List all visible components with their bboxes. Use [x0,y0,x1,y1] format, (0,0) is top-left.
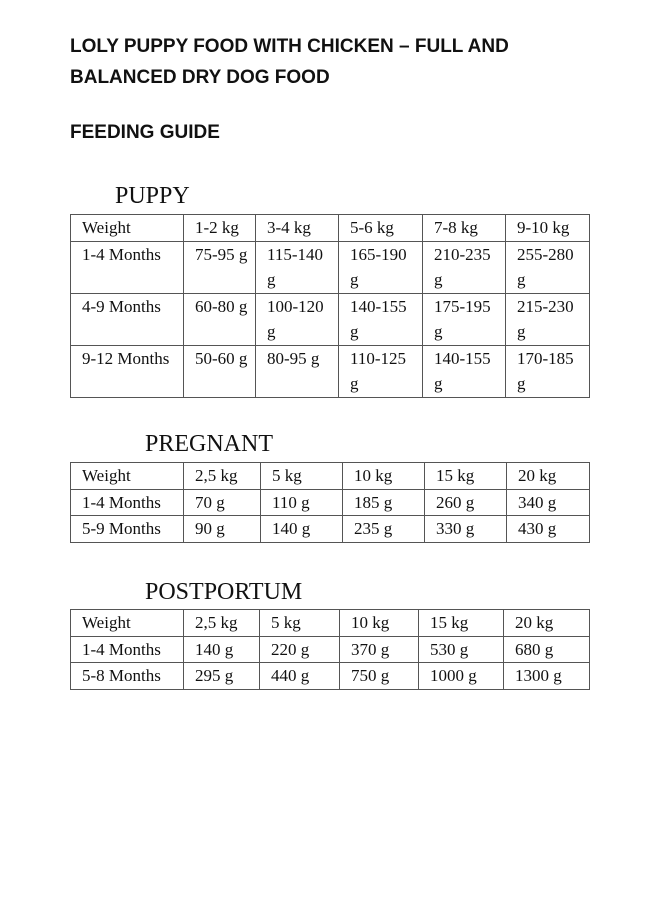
table-cell: 140-155 g [423,345,506,397]
table-row [71,516,590,543]
table-cell: 210-235 g [423,241,506,293]
table-row [71,345,590,397]
header-cell: Weight [71,463,184,490]
header-cell: 1-2 kg [184,215,256,242]
table-cell: 175-195 g [423,293,506,345]
table-cell: 260 g [425,489,507,516]
table-cell: 295 g [184,663,260,690]
pregnant-heading: PREGNANT [145,431,274,457]
table-cell: 100-120 g [256,293,339,345]
header-cell: 5-6 kg [339,215,423,242]
row-label: 5-9 Months [71,516,184,543]
table-cell: 140 g [261,516,343,543]
table-cell: 50-60 g [184,345,256,397]
table-row [71,636,590,663]
table-cell: 60-80 g [184,293,256,345]
table-cell: 90 g [184,516,261,543]
header-cell: 15 kg [419,610,504,637]
table-cell: 110-125 g [339,345,423,397]
header-cell: 9-10 kg [506,215,590,242]
table-cell: 255-280 g [506,241,590,293]
header-cell: 5 kg [260,610,340,637]
table-cell: 165-190 g [339,241,423,293]
table-cell: 680 g [504,636,590,663]
header-cell: 3-4 kg [256,215,339,242]
row-label: 9-12 Months [71,345,184,397]
table-cell: 140 g [184,636,260,663]
table-cell: 75-95 g [184,241,256,293]
row-label: 1-4 Months [71,636,184,663]
table-cell: 750 g [340,663,419,690]
table-row [71,241,590,293]
row-label: 5-8 Months [71,663,184,690]
header-cell: 15 kg [425,463,507,490]
header-cell: 10 kg [340,610,419,637]
table-cell: 430 g [507,516,590,543]
table-cell: 170-185 g [506,345,590,397]
table-cell: 140-155 g [339,293,423,345]
puppy-heading: PUPPY [115,183,190,209]
table-header-row [71,610,590,637]
header-cell: 7-8 kg [423,215,506,242]
table-cell: 80-95 g [256,345,339,397]
puppy-table [70,214,590,398]
header-cell: 5 kg [261,463,343,490]
table-cell: 110 g [261,489,343,516]
table-header-row [71,215,590,242]
postportum-table [70,609,590,690]
header-cell: 20 kg [504,610,590,637]
table-cell: 530 g [419,636,504,663]
pregnant-table [70,462,590,543]
table-cell: 185 g [343,489,425,516]
table-cell: 70 g [184,489,261,516]
table-cell: 370 g [340,636,419,663]
table-header-row [71,463,590,490]
table-cell: 215-230 g [506,293,590,345]
table-cell: 1000 g [419,663,504,690]
table-cell: 340 g [507,489,590,516]
table-cell: 235 g [343,516,425,543]
feeding-guide-heading: FEEDING GUIDE [70,122,220,143]
header-cell: Weight [71,215,184,242]
row-label: 1-4 Months [71,489,184,516]
postportum-heading: POSTPORTUM [145,579,303,605]
header-cell: Weight [71,610,184,637]
table-cell: 440 g [260,663,340,690]
table-cell: 1300 g [504,663,590,690]
document-title: LOLY PUPPY FOOD WITH CHICKEN – FULL AND BALANCED DRY DOG FOOD [70,36,509,88]
table-cell: 330 g [425,516,507,543]
header-cell: 20 kg [507,463,590,490]
header-cell: 10 kg [343,463,425,490]
table-row [71,663,590,690]
row-label: 4-9 Months [71,293,184,345]
table-row [71,489,590,516]
table-cell: 220 g [260,636,340,663]
row-label: 1-4 Months [71,241,184,293]
table-row [71,293,590,345]
header-cell: 2,5 kg [184,610,260,637]
header-cell: 2,5 kg [184,463,261,490]
table-cell: 115-140 g [256,241,339,293]
